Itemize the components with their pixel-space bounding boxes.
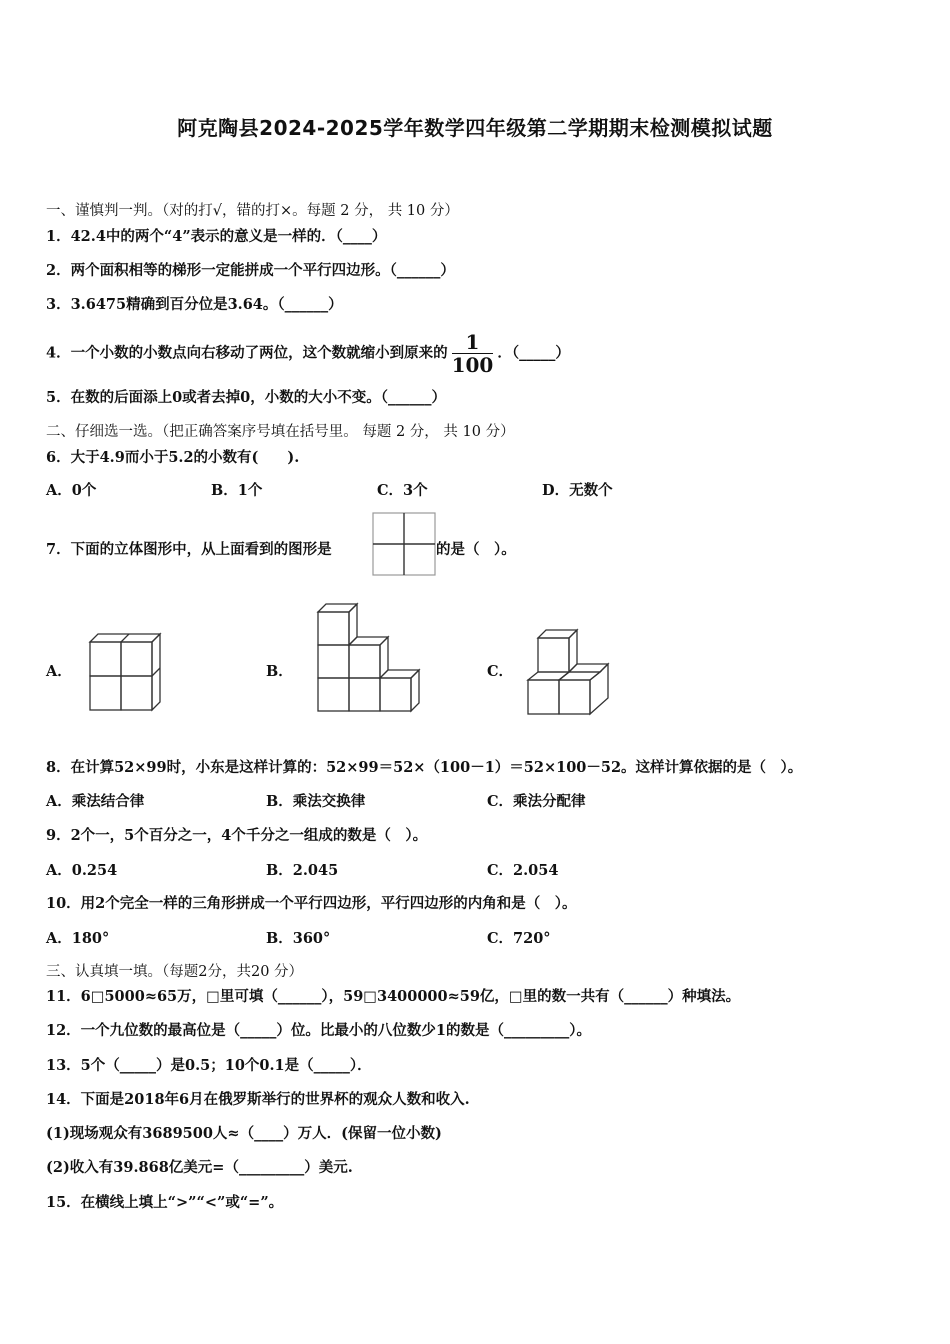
question-14-part-2: (2)收入有39.868亿美元=（_________）美元.: [46, 1159, 353, 1176]
q9-option-a: A．0.254: [46, 862, 118, 879]
q10-option-a: A．180°: [46, 930, 110, 947]
question-1: 1．42.4中的两个“4”表示的意义是一样的．（____）: [46, 228, 387, 245]
question-5: 5．在数的后面添上0或者去掉0，小数的大小不变。（______）: [46, 389, 447, 406]
section2-heading: 二、仔细选一选。（把正确答案序号填在括号里。 每题 2 分， 共 10 分）: [46, 424, 515, 440]
question-10: 10．用2个完全一样的三角形拼成一个平行四边形，平行四边形的内角和是（ ）。: [46, 895, 577, 912]
section3-heading: 三、认真填一填。（每题2分，共20 分）: [46, 964, 304, 980]
q7-option-c-cubes-figure: [526, 627, 612, 717]
question-2: 2．两个面积相等的梯形一定能拼成一个平行四边形。（______）: [46, 262, 455, 279]
question-6: 6．大于4.9而小于5.2的小数有( ).: [46, 449, 300, 466]
fraction-numerator: 1: [452, 331, 494, 354]
q10-option-c: C．720°: [487, 930, 551, 947]
fraction-denominator: 100: [451, 353, 494, 377]
q10-option-b: B．360°: [266, 930, 331, 947]
q7-option-c-label: C．: [487, 663, 514, 680]
q7-option-a-label: A．: [46, 663, 72, 680]
q6-option-a: A．0个: [46, 482, 97, 499]
top-view-grid-figure: [372, 512, 436, 576]
question-11: 11．6□5000≈65万，□里可填（______），59□3400000≈59亿，□里的数一共有（______）种填法。: [46, 988, 741, 1005]
question-14: 14．下面是2018年6月在俄罗斯举行的世界杯的观众人数和收入.: [46, 1091, 470, 1108]
q7-option-a-cubes-figure: [88, 630, 164, 712]
q6-option-c: C．3个: [377, 482, 428, 499]
q8-option-b: B．乘法交换律: [266, 793, 366, 810]
question-7-after: 的是（ ）。: [436, 541, 516, 558]
question-13: 13．5个（_____）是0.5；10个0.1是（_____）．: [46, 1057, 372, 1074]
fraction-one-hundredth: [452, 331, 494, 376]
question-8: 8．在计算52×99时，小东是这样计算的：52×99＝52×（100－1）＝52×100－52。这样计算依据的是（ ）。: [46, 759, 803, 776]
question-12: 12．一个九位数的最高位是（_____）位。比最小的八位数少1的数是（_________）。: [46, 1022, 592, 1039]
q7-option-b-cubes-figure: [316, 602, 422, 714]
question-7-before: 7．下面的立体图形中，从上面看到的图形是: [46, 541, 332, 558]
question-14-part-1: (1)现场观众有3689500人≈（____）万人．(保留一位小数): [46, 1125, 442, 1142]
question-4: [46, 331, 570, 376]
q9-option-b: B．2.045: [266, 862, 339, 879]
q7-option-b-label: B．: [266, 663, 293, 680]
question-3: 3．3.6475精确到百分位是3.64。（______）: [46, 296, 343, 313]
question-4-blank: ．（_____）: [497, 344, 570, 362]
q9-option-c: C．2.054: [487, 862, 559, 879]
q8-option-a: A．乘法结合律: [46, 793, 145, 810]
section1-heading: 一、谨慎判一判。（对的打√，错的打×。每题 2 分， 共 10 分）: [46, 203, 459, 219]
page-title: 阿克陶县2024-2025学年数学四年级第二学期期末检测模拟试题: [177, 116, 773, 140]
question-9: 9．2个一，5个百分之一，4个千分之一组成的数是（ ）。: [46, 827, 428, 844]
question-4-text: 4．一个小数的小数点向右移动了两位，这个数就缩小到原来的: [46, 344, 448, 362]
q8-option-c: C．乘法分配律: [487, 793, 586, 810]
question-15: 15．在横线上填上“>”“<”或“=”。: [46, 1194, 284, 1211]
q6-option-d: D．无数个: [542, 482, 613, 499]
q6-option-b: B．1个: [211, 482, 263, 499]
